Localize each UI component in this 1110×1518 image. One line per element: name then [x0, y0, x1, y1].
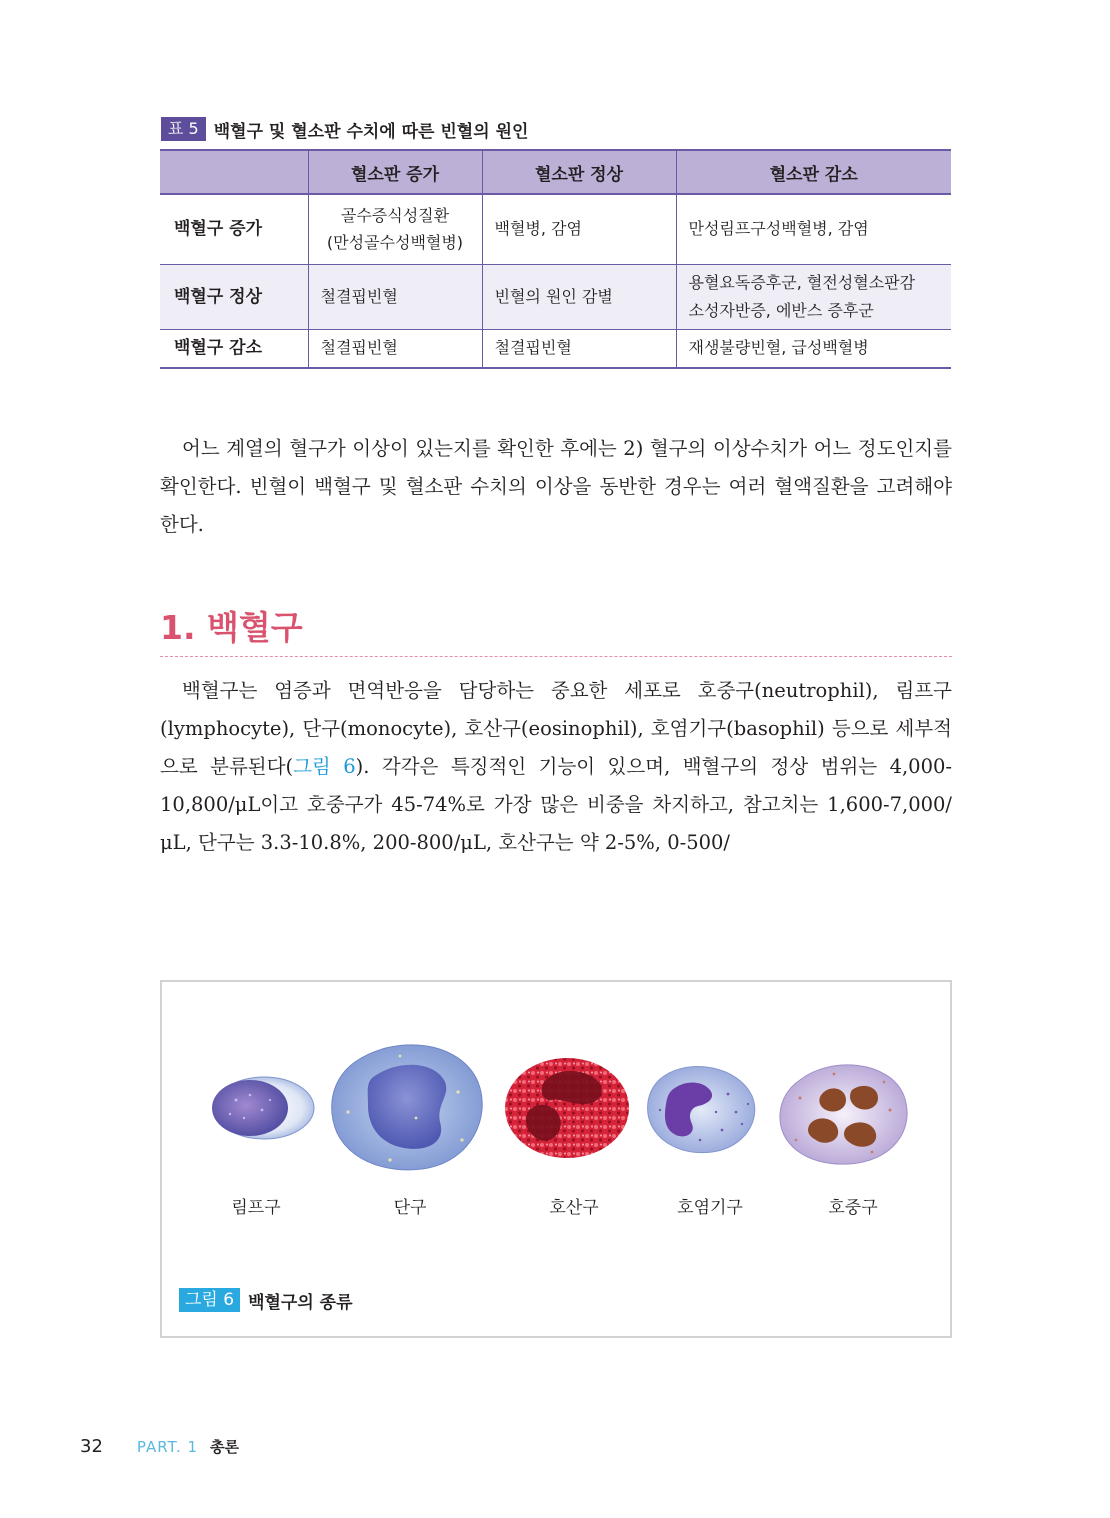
section-title: 1. 백혈구: [160, 608, 303, 647]
row-header: 백혈구 감소: [160, 329, 308, 368]
page-number: 32: [80, 1436, 103, 1457]
basophil-cell: [648, 1066, 755, 1152]
monocyte-cell: [332, 1045, 482, 1170]
eosinophil-cell: [505, 1058, 629, 1158]
lymphocyte-cell: [212, 1077, 314, 1139]
chapter-label: 총론: [210, 1438, 240, 1456]
row-header: 백혈구 증가: [160, 194, 308, 264]
table-cell: 철결핍빈혈: [308, 329, 482, 368]
paragraph-text: ). 각각은 특징적인 기능이 있으며, 백혈구의 정상 범위는 4,000-10,800/μL이고 호중구가 45-74%로 가장 많은 비중을 차지하고, 참고치는 1,600-7,000/μL, 단구는 3.3-10.8%, 200-800/μL, 호산구는 약 2-5%, 0-500/: [160, 755, 952, 854]
figure-badge: 그림 6: [179, 1288, 240, 1312]
table-header-cell: 혈소판 감소: [676, 150, 951, 194]
figure-caption: [179, 1287, 353, 1313]
intro-paragraph: 어느 계열의 혈구가 이상이 있는지를 확인한 후에는 2) 혈구의 이상수치가 어느 정도인지를 확인한다. 빈혈이 백혈구 및 혈소판 수치의 이상을 동반한 경우는 여러 혈액질환을 고려해야 한다.: [160, 437, 952, 536]
neutrophil-cell: [780, 1065, 907, 1164]
table-cell: 철결핍빈혈: [482, 329, 676, 368]
label-eosinophil: 호산구: [549, 1198, 599, 1218]
row-header: 백혈구 정상: [160, 264, 308, 329]
table-cell: 골수증식성질환 (만성골수성백혈병): [308, 194, 482, 264]
label-lymphocyte: 림프구: [231, 1198, 281, 1218]
table-header-cell: 혈소판 정상: [482, 150, 676, 194]
table-header-cell: 혈소판 증가: [308, 150, 482, 194]
table-cell: 재생불량빈혈, 급성백혈병: [676, 329, 951, 368]
table-cell: 빈혈의 원인 감별: [482, 264, 676, 329]
table-badge: 표 5: [161, 117, 206, 141]
table-cell: 철결핍빈혈: [308, 264, 482, 329]
table-cell: 용혈요독증후군, 혈전성혈소판감 소성자반증, 에반스 증후군: [676, 264, 951, 329]
table-cell: 만성림프구성백혈병, 감염: [676, 194, 951, 264]
label-basophil: 호염기구: [677, 1198, 743, 1218]
table-cell: 백혈병, 감염: [482, 194, 676, 264]
page-footer: [80, 1436, 239, 1457]
paragraph-text: 백혈구는 염증과 면역반응을 담당하는 중요한 세포로 호중구(neutrophil), 림프구(lymphocyte), 단구(monocyte), 호산구(eosinophil), 호염기구(basophil) 등으로 세부적으로 분류된다(: [160, 679, 952, 778]
label-neutrophil: 호중구: [828, 1198, 878, 1218]
label-monocyte: 단구: [393, 1198, 427, 1218]
figure-title: 백혈구의 종류: [248, 1292, 353, 1313]
part-label: PART. 1: [136, 1438, 199, 1456]
figure-reference-link[interactable]: 그림 6: [293, 755, 356, 778]
table-title: 백혈구 및 혈소판 수치에 따른 빈혈의 원인: [213, 121, 529, 142]
